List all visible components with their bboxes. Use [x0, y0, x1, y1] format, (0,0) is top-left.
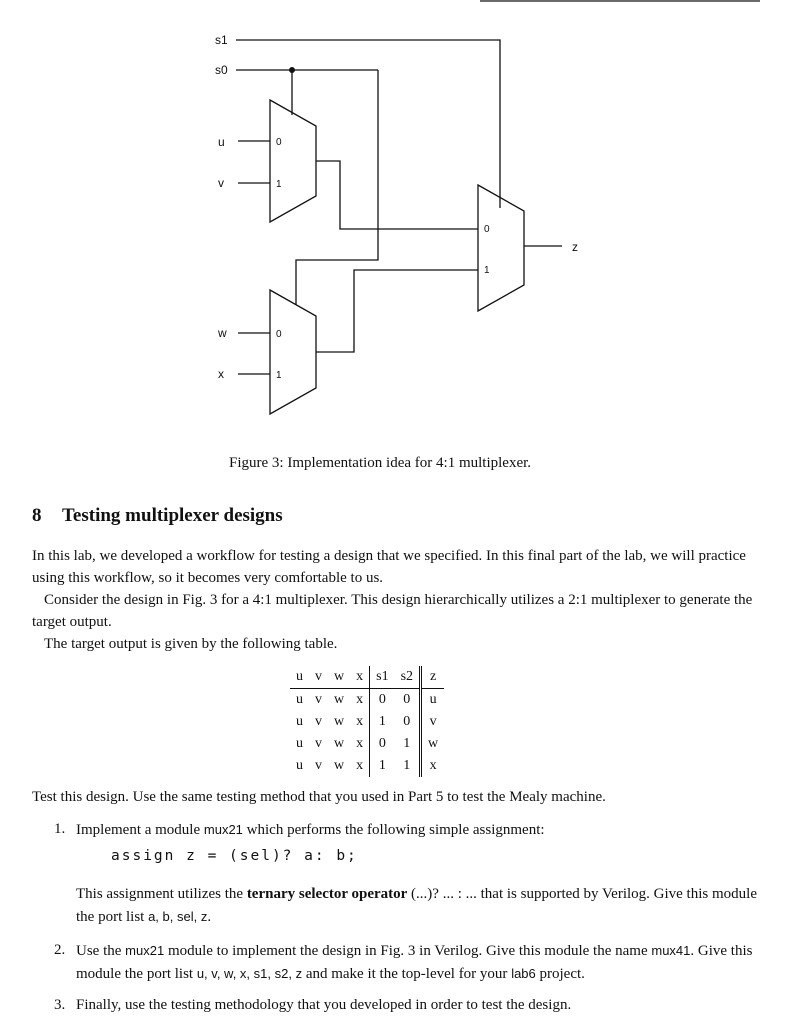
- mux-final-in1: 1: [484, 265, 490, 276]
- item2-text-b: module to implement the design in Fig. 3 in Verilog. Give this module the name: [164, 943, 652, 959]
- table-cell: v: [315, 692, 322, 707]
- table-cell: w: [334, 692, 345, 707]
- table-cell: 1: [403, 736, 411, 751]
- mux-top: [270, 100, 316, 222]
- label-w: w: [218, 326, 227, 340]
- mux-top-output: [316, 161, 478, 229]
- table-header-cell: s2: [395, 666, 421, 689]
- item2-module: mux21: [125, 943, 165, 958]
- list-item: [54, 819, 766, 842]
- mux-top-in0: 0: [276, 137, 282, 148]
- mux-top-in1: 1: [276, 179, 282, 190]
- table-cell: w: [334, 758, 345, 773]
- item1-desc-bold: ternary selector operator: [246, 886, 408, 902]
- table-cell: u: [296, 736, 303, 751]
- table-cell: w: [421, 733, 445, 755]
- table-header-cell: x: [350, 666, 370, 689]
- table-cell: x: [421, 755, 445, 777]
- section-number: 8: [32, 505, 42, 526]
- figure-caption: Figure 3: Implementation idea for 4:1 multiplexer.: [229, 455, 532, 471]
- item1-text-b: which performs the following simple assignment:: [242, 822, 545, 838]
- item1-module: mux21: [203, 822, 243, 837]
- label-z: z: [572, 240, 578, 254]
- item2-project: lab6: [511, 965, 536, 981]
- mux-bottom-output: [316, 270, 478, 352]
- table-cell: w: [334, 736, 345, 751]
- item1-ports: a, b, sel, z: [148, 908, 208, 924]
- section-heading: [32, 505, 283, 527]
- table-cell: 0: [403, 692, 411, 707]
- table-cell: 0: [403, 714, 411, 729]
- list-number: 2.: [54, 942, 66, 958]
- label-u: u: [218, 135, 225, 149]
- label-s0: s0: [215, 63, 228, 77]
- mux-bottom-in1: 1: [276, 370, 282, 381]
- table-cell: 1: [370, 755, 395, 777]
- mux-bottom: [270, 290, 316, 414]
- table-header-cell: z: [421, 666, 445, 689]
- item2-text-a: Use the: [76, 943, 126, 959]
- list-item-text: [76, 940, 766, 985]
- table-row: [290, 689, 444, 712]
- table-header-cell: v: [309, 666, 328, 689]
- item1-desc-end: .: [207, 908, 212, 925]
- table-cell: v: [315, 758, 322, 773]
- table-header-cell: u: [290, 666, 309, 689]
- paragraph-3: The target output is given by the following table.: [44, 636, 338, 652]
- table-cell: 0: [370, 689, 395, 712]
- table-cell: v: [421, 711, 445, 733]
- mux-diagram: [0, 0, 802, 450]
- list-item-text: Finally, use the testing methodology that you developed in order to test the design.: [76, 997, 572, 1013]
- table-cell: v: [315, 714, 322, 729]
- table-cell: x: [356, 736, 364, 751]
- table-cell: u: [296, 692, 303, 707]
- table-cell: u: [296, 714, 303, 729]
- paragraph-2: Consider the design in Fig. 3 for a 4:1 multiplexer. This design hierarchically utilizes a 2:1 multiplexer to generate the target output.: [32, 592, 753, 630]
- table-row: [290, 733, 444, 755]
- section-title: Testing multiplexer designs: [62, 505, 283, 526]
- item2-text-d: and make it the top-level for your: [302, 965, 512, 982]
- table-cell: x: [356, 692, 364, 707]
- code-line: assign z = (sel)? a: b;: [111, 848, 358, 864]
- table-cell: 0: [370, 733, 395, 755]
- mux-final: [478, 185, 524, 311]
- table-header-cell: w: [328, 666, 350, 689]
- table-row: [290, 711, 444, 733]
- table-header-row: [290, 666, 444, 689]
- table-cell: x: [356, 714, 364, 729]
- list-item-text: [76, 819, 766, 842]
- table-row: [290, 755, 444, 777]
- paragraph-1: In this lab, we developed a workflow for testing a design that we specified. In this final part of the lab, we will practice using this workflow, so it becomes very comfortable to us.: [32, 548, 746, 586]
- item2-ports: u, v, w, x, s1, s2, z: [196, 965, 303, 981]
- mux-final-in0: 0: [484, 224, 490, 235]
- item2-name: mux41: [651, 943, 691, 958]
- table-cell: u: [421, 689, 445, 712]
- table-cell: x: [356, 758, 364, 773]
- item2-text-e: project.: [535, 965, 585, 982]
- paragraph-4: Test this design. Use the same testing method that you used in Part 5 to test the Mealy machine.: [32, 789, 606, 805]
- mux-bottom-in0: 0: [276, 329, 282, 340]
- item1-text-a: Implement a module: [76, 822, 204, 838]
- table-cell: 1: [403, 758, 411, 773]
- table-cell: 1: [370, 711, 395, 733]
- list-item-desc: [76, 884, 766, 928]
- table-cell: u: [296, 758, 303, 773]
- list-item: [54, 940, 766, 985]
- item2-text-c: . Give this module the port list: [76, 943, 753, 982]
- list-item: [54, 995, 766, 1017]
- table-header-cell: s1: [370, 666, 395, 689]
- label-s1: s1: [215, 33, 228, 47]
- truth-table: [290, 666, 444, 777]
- label-x: x: [218, 367, 224, 381]
- table-cell: v: [315, 736, 322, 751]
- table-cell: w: [334, 714, 345, 729]
- item1-desc-a: This assignment utilizes the: [76, 886, 247, 902]
- list-number: 3.: [54, 997, 66, 1013]
- list-number: 1.: [54, 821, 66, 837]
- item1-desc-b: (...)? ... : ... that is supported by Verilog. Give this module the port list: [76, 886, 757, 925]
- junction-dot: [289, 67, 295, 73]
- label-v: v: [218, 176, 224, 190]
